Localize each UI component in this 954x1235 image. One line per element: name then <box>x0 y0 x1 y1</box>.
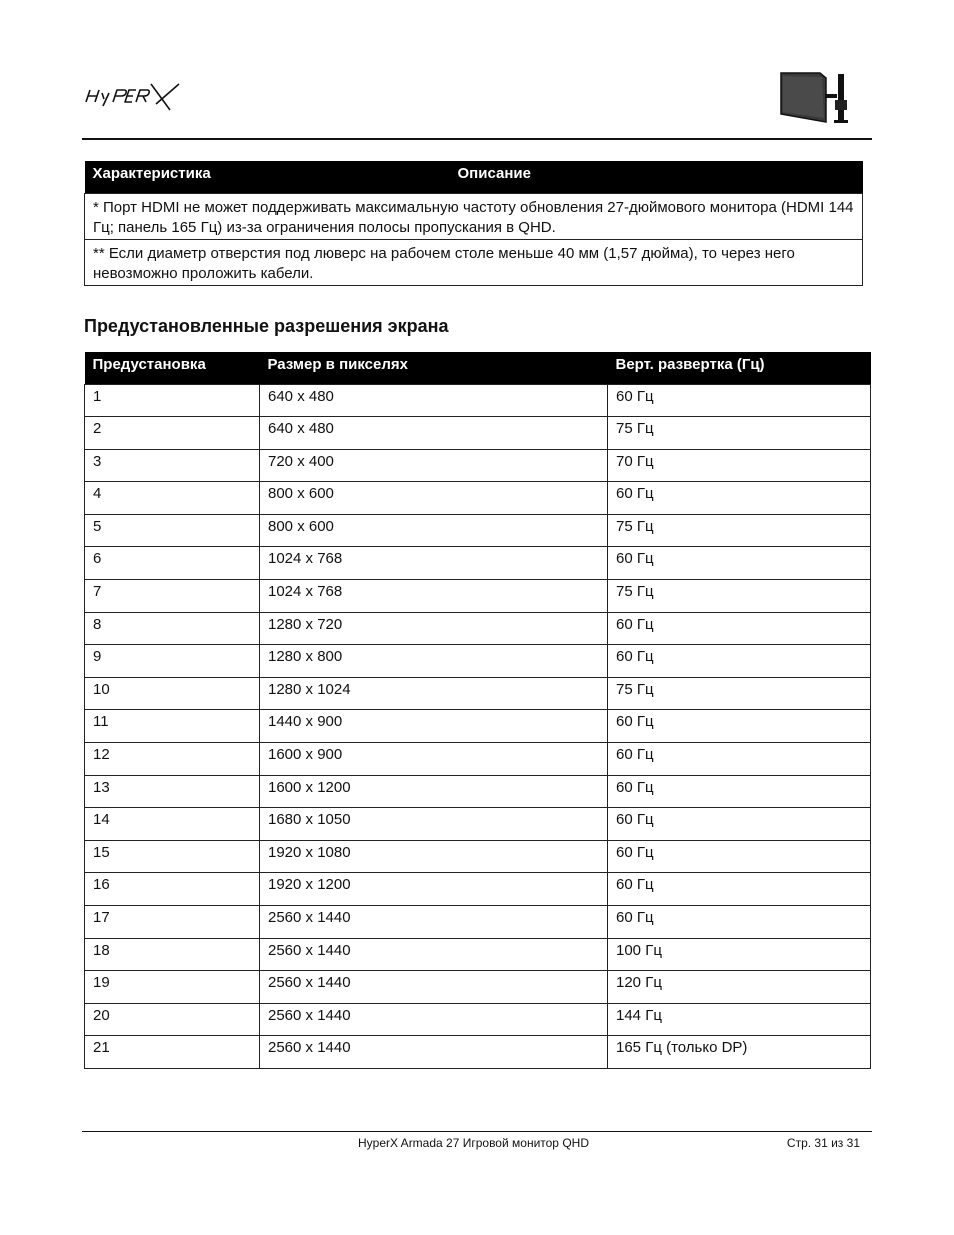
preset-number: 19 <box>85 971 260 1004</box>
spec-notes-table <box>84 161 863 286</box>
preset-number: 3 <box>85 449 260 482</box>
section-title: Предустановленные разрешения экрана <box>84 316 449 336</box>
footer-divider <box>82 1131 872 1132</box>
table-row <box>85 1036 871 1069</box>
table-row <box>85 743 871 776</box>
footnote-grommet: ** Если диаметр отверстия под люверс на рабочем столе меньше 40 мм (1,57 дюйма), то через него невозможно проложить кабели. <box>85 239 863 285</box>
table-row <box>85 840 871 873</box>
table-header-row <box>85 352 871 384</box>
column-header: Характеристика <box>85 161 450 193</box>
column-header: Предустановка <box>85 352 260 384</box>
refresh-rate: 75 Гц <box>608 417 871 450</box>
presets-table <box>84 352 871 1069</box>
pixel-size: 1280 x 800 <box>260 645 608 678</box>
preset-number: 14 <box>85 808 260 841</box>
table-row <box>85 612 871 645</box>
pixel-size: 1680 x 1050 <box>260 808 608 841</box>
table-row <box>85 645 871 678</box>
preset-number: 9 <box>85 645 260 678</box>
table-row <box>85 384 871 417</box>
pixel-size: 1600 x 1200 <box>260 775 608 808</box>
refresh-rate: 60 Гц <box>608 743 871 776</box>
pixel-size: 1440 x 900 <box>260 710 608 743</box>
refresh-rate: 100 Гц <box>608 938 871 971</box>
pixel-size: 800 x 600 <box>260 482 608 515</box>
refresh-rate: 144 Гц <box>608 1003 871 1036</box>
preset-number: 7 <box>85 580 260 613</box>
refresh-rate: 60 Гц <box>608 612 871 645</box>
footer-title: HyperX Armada 27 Игровой монитор QHD <box>358 1136 589 1150</box>
pixel-size: 640 x 480 <box>260 384 608 417</box>
table-row <box>85 1003 871 1036</box>
refresh-rate: 165 Гц (только DP) <box>608 1036 871 1069</box>
pixel-size: 800 x 600 <box>260 514 608 547</box>
refresh-rate: 70 Гц <box>608 449 871 482</box>
preset-number: 15 <box>85 840 260 873</box>
preset-number: 16 <box>85 873 260 906</box>
monitor-arm-icon <box>778 70 852 126</box>
preset-number: 17 <box>85 906 260 939</box>
column-header: Верт. развертка (Гц) <box>608 352 871 384</box>
preset-number: 1 <box>85 384 260 417</box>
pixel-size: 2560 x 1440 <box>260 1003 608 1036</box>
refresh-rate: 75 Гц <box>608 580 871 613</box>
refresh-rate: 120 Гц <box>608 971 871 1004</box>
pixel-size: 2560 x 1440 <box>260 971 608 1004</box>
header-divider <box>82 138 872 140</box>
preset-number: 5 <box>85 514 260 547</box>
table-row <box>85 514 871 547</box>
table-row <box>85 971 871 1004</box>
column-header: Размер в пикселях <box>260 352 608 384</box>
refresh-rate: 60 Гц <box>608 873 871 906</box>
table-row <box>85 239 863 285</box>
pixel-size: 1024 x 768 <box>260 580 608 613</box>
pixel-size: 2560 x 1440 <box>260 938 608 971</box>
refresh-rate: 60 Гц <box>608 775 871 808</box>
refresh-rate: 60 Гц <box>608 482 871 515</box>
table-row <box>85 873 871 906</box>
preset-number: 18 <box>85 938 260 971</box>
refresh-rate: 60 Гц <box>608 645 871 678</box>
table-row <box>85 482 871 515</box>
refresh-rate: 60 Гц <box>608 906 871 939</box>
refresh-rate: 60 Гц <box>608 840 871 873</box>
table-row <box>85 193 863 239</box>
column-header: Описание <box>450 161 863 193</box>
table-row <box>85 547 871 580</box>
preset-number: 4 <box>85 482 260 515</box>
refresh-rate: 60 Гц <box>608 808 871 841</box>
pixel-size: 1920 x 1200 <box>260 873 608 906</box>
hyperx-logo <box>84 80 182 112</box>
table-row <box>85 938 871 971</box>
pixel-size: 2560 x 1440 <box>260 1036 608 1069</box>
preset-number: 8 <box>85 612 260 645</box>
table-row <box>85 710 871 743</box>
pixel-size: 720 x 400 <box>260 449 608 482</box>
pixel-size: 1920 x 1080 <box>260 840 608 873</box>
refresh-rate: 60 Гц <box>608 547 871 580</box>
preset-number: 6 <box>85 547 260 580</box>
table-row <box>85 449 871 482</box>
pixel-size: 1600 x 900 <box>260 743 608 776</box>
preset-number: 2 <box>85 417 260 450</box>
refresh-rate: 60 Гц <box>608 710 871 743</box>
pixel-size: 1280 x 720 <box>260 612 608 645</box>
preset-number: 12 <box>85 743 260 776</box>
pixel-size: 1280 x 1024 <box>260 677 608 710</box>
preset-number: 20 <box>85 1003 260 1036</box>
table-row <box>85 808 871 841</box>
preset-number: 10 <box>85 677 260 710</box>
pixel-size: 2560 x 1440 <box>260 906 608 939</box>
refresh-rate: 75 Гц <box>608 677 871 710</box>
preset-number: 11 <box>85 710 260 743</box>
table-row <box>85 906 871 939</box>
table-row <box>85 775 871 808</box>
pixel-size: 640 x 480 <box>260 417 608 450</box>
footnote-hdmi: * Порт HDMI не может поддерживать максимальную частоту обновления 27-дюймового монитора (HDMI 144 Гц; панель 165 Гц) из-за ограничения полосы пропускания в QHD. <box>85 193 863 239</box>
pixel-size: 1024 x 768 <box>260 547 608 580</box>
preset-number: 13 <box>85 775 260 808</box>
table-row <box>85 417 871 450</box>
refresh-rate: 60 Гц <box>608 384 871 417</box>
table-header-row <box>85 161 863 193</box>
preset-number: 21 <box>85 1036 260 1069</box>
table-row <box>85 677 871 710</box>
refresh-rate: 75 Гц <box>608 514 871 547</box>
page-number: Стр. 31 из 31 <box>786 1136 860 1150</box>
table-row <box>85 580 871 613</box>
